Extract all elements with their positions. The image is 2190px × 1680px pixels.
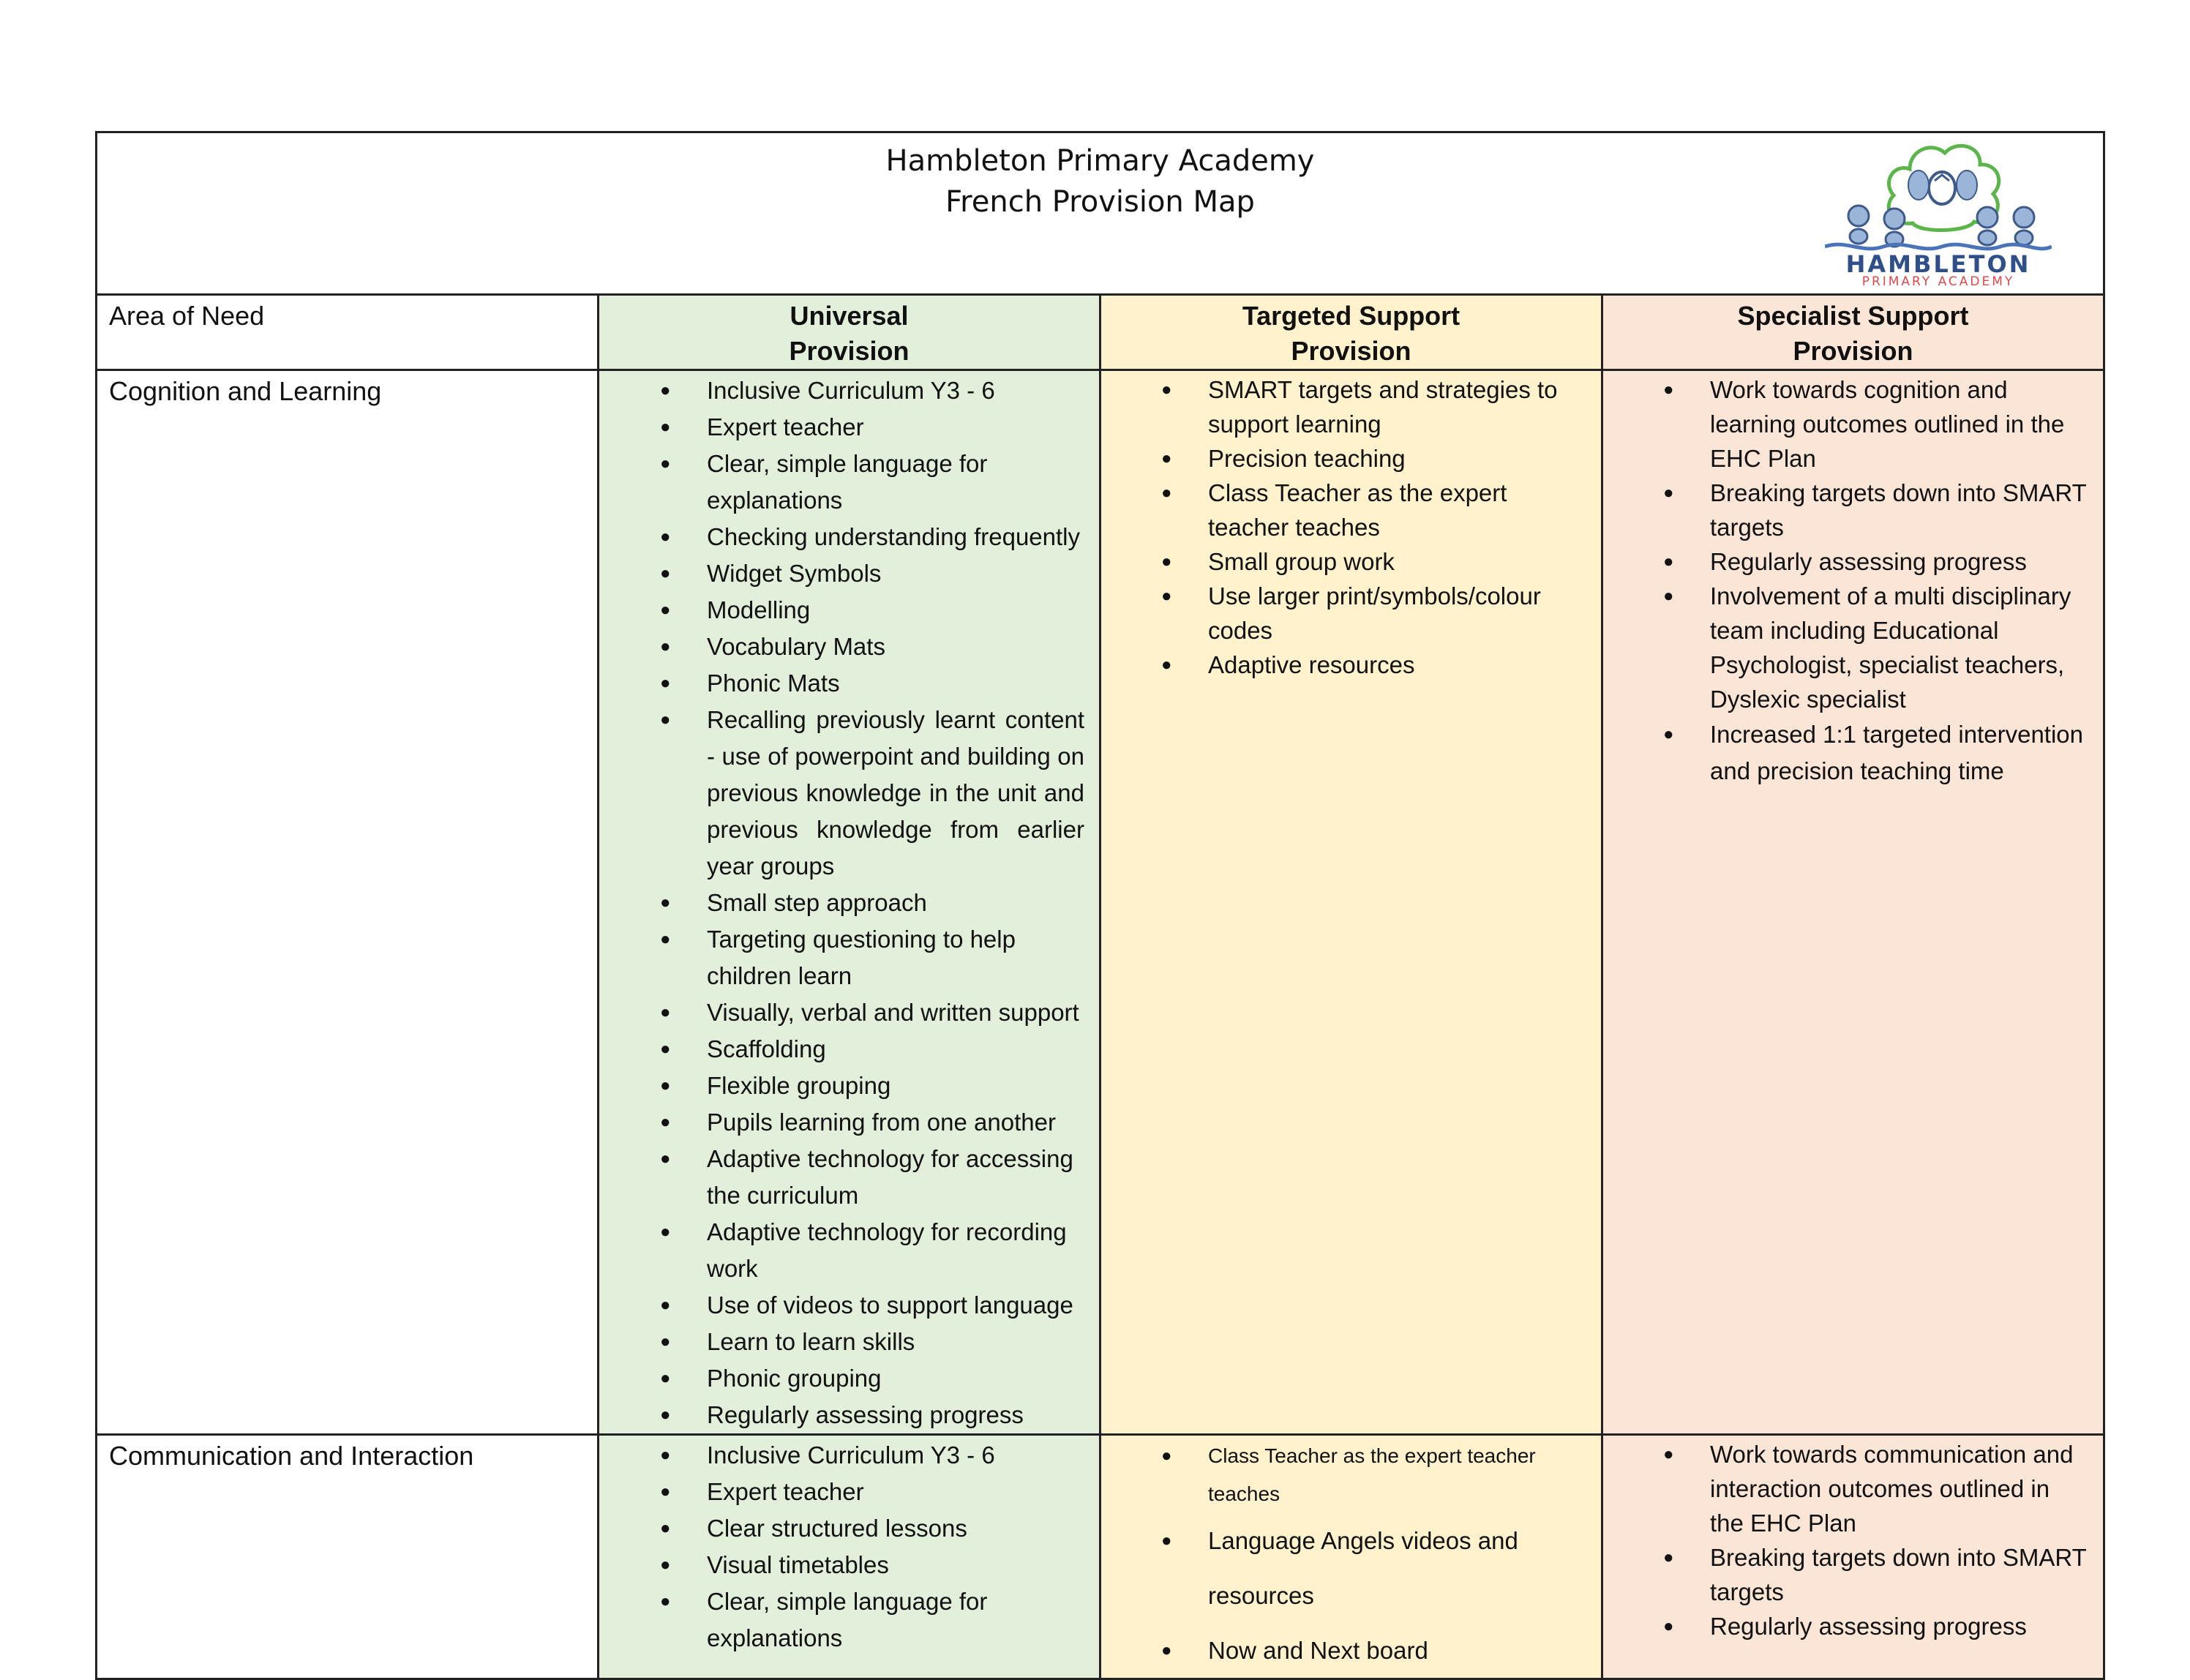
- list-item: ● Class Teacher as the expert teacher teaches: [1208, 476, 1583, 544]
- list-item: ● SMART targets and strategies to support learning: [1208, 372, 1583, 441]
- universal-list: [599, 1436, 1099, 1657]
- universal-cell: [599, 1435, 1100, 1679]
- list-item: ● Modelling: [707, 592, 1084, 629]
- list-item: ● Increased 1:1 targeted intervention and precision teaching time: [1710, 716, 2088, 790]
- list-item: ● Now and Next board: [1208, 1623, 1583, 1678]
- targeted-list: [1101, 1436, 1601, 1678]
- col-header-specialist: Specialist Support Provision: [1602, 295, 2104, 370]
- list-item: ● Expert teacher: [707, 409, 1084, 446]
- list-item: ● Pupils learning from one another: [707, 1104, 1084, 1141]
- list-item: ● Inclusive Curriculum Y3 - 6: [707, 1437, 1084, 1474]
- list-item: ● Breaking targets down into SMART targets: [1710, 476, 2088, 544]
- column-header-row: [97, 295, 2104, 370]
- specialist-cell: [1602, 370, 2104, 1435]
- universal-list: [599, 371, 1099, 1433]
- list-item: ● Clear, simple language for explanations: [707, 446, 1084, 519]
- targeted-cell: [1100, 370, 1602, 1435]
- list-item: ● Precision teaching: [1208, 441, 1583, 476]
- list-item: ● Clear, simple language for explanations: [707, 1583, 1084, 1657]
- list-item: ● Learn to learn skills: [707, 1324, 1084, 1360]
- list-item: ● Recalling previously learnt content - use of powerpoint and building on previous knowledge in the unit and previous knowledge from earlier year groups: [707, 702, 1084, 885]
- list-item: ● Small step approach: [707, 885, 1084, 921]
- list-item: ● Involvement of a multi disciplinary team including Educational Psychologist, specialist teachers, Dyslexic specialist: [1710, 579, 2088, 716]
- specialist-list: [1603, 1436, 2103, 1643]
- map-title: French Provision Map: [945, 185, 1255, 219]
- list-item: ● Inclusive Curriculum Y3 - 6: [707, 372, 1084, 409]
- list-item: ● Widget Symbols: [707, 555, 1084, 592]
- col-header-area: Area of Need: [97, 295, 599, 370]
- list-item: ● Scaffolding: [707, 1031, 1084, 1068]
- list-item: ● Targeting questioning to help children learn: [707, 921, 1084, 994]
- list-item: ● Adaptive resources: [1208, 648, 1583, 682]
- row-communication-interaction: [97, 1435, 2104, 1679]
- col-header-universal: Universal Provision: [599, 295, 1100, 370]
- document-title: [97, 140, 2103, 222]
- list-item: ● Use larger print/symbols/colour codes: [1208, 579, 1583, 648]
- list-item: ● Breaking targets down into SMART targets: [1710, 1540, 2088, 1609]
- universal-cell: [599, 370, 1100, 1435]
- list-item: ● Regularly assessing progress: [1710, 1609, 2088, 1643]
- area-cell: Communication and Interaction: [97, 1435, 599, 1679]
- provision-map-table: [95, 131, 2105, 1680]
- area-cell: Cognition and Learning: [97, 370, 599, 1435]
- list-item: ● Clear structured lessons: [707, 1510, 1084, 1547]
- list-item: ● Use of videos to support language: [707, 1287, 1084, 1324]
- specialist-list: [1603, 371, 2103, 790]
- logo-main-text: HAMBLETON: [1845, 250, 2031, 278]
- list-item: ● Regularly assessing progress: [707, 1397, 1084, 1433]
- row-cognition-learning: [97, 370, 2104, 1435]
- list-item: ● Work towards communication and interaction outcomes outlined in the EHC Plan: [1710, 1437, 2088, 1540]
- list-item: ● Adaptive technology for accessing the curriculum: [707, 1141, 1084, 1214]
- list-item: ● Adaptive technology for recording work: [707, 1214, 1084, 1287]
- list-item: ● Phonic Mats: [707, 665, 1084, 702]
- list-item: ● Work towards cognition and learning outcomes outlined in the EHC Plan: [1710, 372, 2088, 476]
- list-item: ● Expert teacher: [707, 1474, 1084, 1510]
- specialist-cell: [1602, 1435, 2104, 1679]
- list-item: ● Flexible grouping: [707, 1068, 1084, 1104]
- list-item: ● Visual timetables: [707, 1547, 1084, 1583]
- col-header-targeted: Targeted Support Provision: [1100, 295, 1602, 370]
- list-item: ● Class Teacher as the expert teacher teaches: [1208, 1437, 1583, 1513]
- targeted-cell: [1100, 1435, 1602, 1679]
- targeted-list: [1101, 371, 1601, 682]
- list-item: ● Language Angels videos and resources: [1208, 1513, 1583, 1623]
- school-name: Hambleton Primary Academy: [885, 144, 1315, 178]
- school-logo: [1825, 137, 2052, 287]
- list-item: ● Regularly assessing progress: [1710, 544, 2088, 579]
- list-item: ● Small group work: [1208, 544, 1583, 579]
- list-item: ● Vocabulary Mats: [707, 629, 1084, 665]
- table-header-cell: [97, 132, 2104, 295]
- list-item: ● Visually, verbal and written support: [707, 994, 1084, 1031]
- logo-sub-text: PRIMARY ACADEMY: [1861, 274, 2015, 287]
- list-item: ● Checking understanding frequently: [707, 519, 1084, 555]
- list-item: ● Phonic grouping: [707, 1360, 1084, 1397]
